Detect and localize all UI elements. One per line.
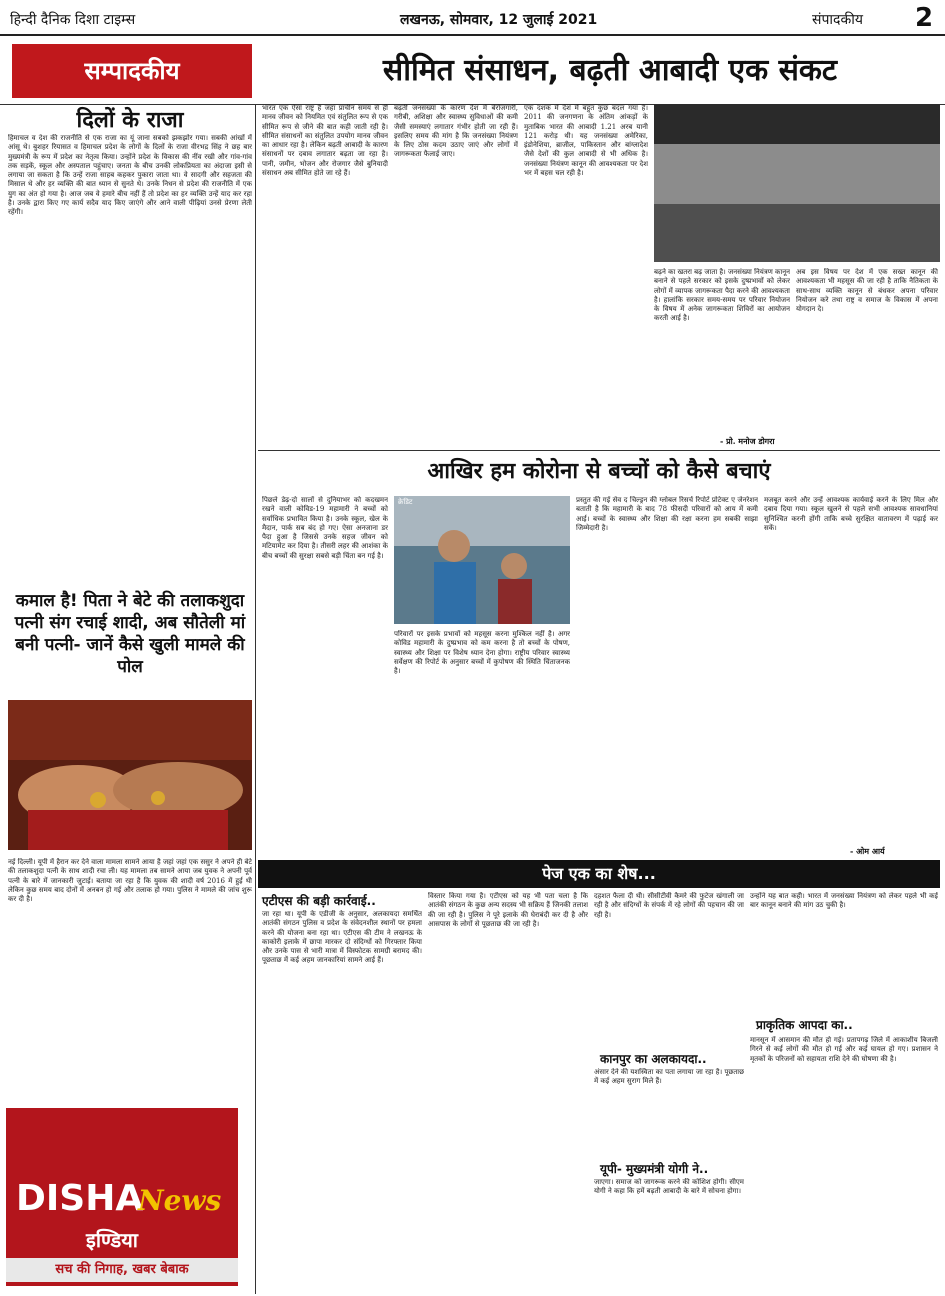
kamal-headline: कमाल है! पिता ने बेटे की तलाकशुदा पत्नी संग रचाई शादी, अब सौतेली मां बनी पत्नी- जानें कैसे खुली मामले की पोल [14, 591, 246, 677]
yogi-title: यूपी- मुख्यमंत्री योगी ने.. [600, 1162, 709, 1176]
corona-headline: आखिर हम कोरोना से बच्चों को कैसे बचाएं [427, 459, 771, 484]
population-body-4: बढ़ने का खतरा बढ़ जाता है। जनसंख्या नियंत्रण कानून बनाने से पहले सरकार को इसके दुष्प्रभावों को लेकर लोगों में व्यापक जागरूकता पैदा करने की आवश्यकता है। हालांकि सरकार समय-समय पर परिवार नियोजन के विषय में अनेक जागरूकता शिविरों का आयोजन करती आई है। [654, 268, 790, 323]
kanpur-title: कानपुर का अलकायदा.. [600, 1052, 707, 1066]
continued-band: पेज एक का शेष... [258, 860, 940, 888]
corona-author: - ओम आर्य [850, 846, 885, 856]
wedding-photo [8, 700, 252, 850]
disaster-title: प्राकृतिक आपदा का.. [756, 1018, 853, 1032]
disha-news-logo [6, 1108, 238, 1286]
column-divider [255, 104, 256, 1294]
crowd-photo [654, 104, 940, 262]
kamal-body: नई दिल्ली। यूपी में हैरान कर देने वाला मामला सामने आया है जहां जहां एक ससुर ने अपने ही बेटे की तलाकशुदा पत्नी के साथ शादी रचा ली। यह मामला तब सामने आया जब युवक ने अपनी पूर्व पत्नी के बारे में जानकारी जुटाई। बताया जा रहा है कि युवक की शादी वर्ष 2016 में हुई थी लेकिन कुछ समय बाद दोनों में अनबन हो गई और तलाक हो गया। पुलिस ने मामले की जांच शुरू कर दी है। [8, 858, 252, 904]
ats-body: जा रहा था। यूपी के एडीजी के अनुसार, अलकायदा समर्थित आतंकी संगठन पुलिस व प्रदेश के संवेदनशील स्थानों पर हमला करने की योजना बना रहा था। एटीएस की टीम ने लखनऊ के काकोरी इलाके में छापा मारकर दो संदिग्धों को गिरफ्तार किया और उनके पास से भारी मात्रा में विस्फोटक सामग्री बरामद की। पूछताछ में कई अहम जानकारियां सामने आई हैं। [262, 910, 422, 965]
ats-body-3: दहशत फैला दी थी। सीसीटीवी कैमरे की फुटेज खंगाली जा रही है और संदिग्धों के संपर्क में रहे लोगों की पहचान की जा रही है। [594, 892, 744, 919]
paper-name: हिन्दी दैनिक दिशा टाइम्स [10, 12, 136, 28]
page-number: 2 [914, 3, 934, 33]
masthead [0, 0, 945, 36]
editorial-body: हिमाचल व देश की राजनीति से एक राजा का यूं जाना सबको झकझोर गया। सबकी आंखों में आंसू थे। बुशहर रियासत व हिमाचल प्रदेश के लोगों के दिलों के राजा वीरभद्र सिंह ने छह बार मुख्यमंत्री के रूप में प्रदेश का नेतृत्व किया। उन्होंने प्रदेश के विकास की नींव रखी और गांव-गांव तक सड़कें, स्कूल और अस्पताल पहुंचाए। जनता के बीच उनकी लोकप्रियता का अंदाजा इसी से लगाया जा सकता है कि उन्हें राजा साहब कहकर पुकारा जाता था। वे सादगी और सहजता की मिसाल थे और हर व्यक्ति की बात ध्यान से सुनते थे। उनके निधन से प्रदेश की राजनीति में एक युग का अंत हो गया है। आज जब वे हमारे बीच नहीं हैं तो प्रदेश का हर व्यक्ति उन्हें याद कर रहा है। उनके द्वारा किए गए कार्य सदैव याद किए जाएंगे और आने वाली पीढ़ियां उनसे प्रेरणा लेती रहेंगी। [8, 134, 252, 217]
corona-body-1: पिछले डेढ़-दो सालों से दुनियाभर को कदखमन रखने वाली कोविड-19 महामारी ने बच्चों को सर्वाधिक प्रभावित किया है। उनके स्कूल, खेल के मैदान, पार्क सब बंद हो गए। ऐसा अनजाना डर पैदा हुआ है जिससे उनके सहज जीवन को मटियामेट कर दिया है। तीसरी लहर की आशंका के बीच बच्चों की सुरक्षा सबसे बड़ी चिंता बन गई है। [262, 496, 388, 560]
population-author: - प्रो. मनोज डोगरा [720, 436, 775, 446]
population-body-1: भारत एक ऐसा राष्ट्र है जहां प्राचीन समय से ही मानव जीवन को नियमित एवं संतुलित रूप से एक सीमित रूप से जीने की बात कही जाती रही है। सीमित संसाधनों का संतुलित उपयोग मानव जीवन का आधार रहा है। लेकिन बढ़ती आबादी के कारण संसाधनों पर दबाव लगातार बढ़ता जा रहा है। पानी, जमीन, भोजन और रोजगार जैसे बुनियादी संसाधन अब सीमित होते जा रहे हैं। [262, 104, 388, 178]
ats-body-2: विस्तार किया गया है। एटीएस को यह भी पता चला है कि आतंकी संगठन के कुछ अन्य सदस्य भी सक्रिय हैं जिनकी तलाश की जा रही है। पुलिस ने पूरे इलाके की घेराबंदी कर दी है और आसपास के लोगों से पूछताछ की जा रही है। [428, 892, 588, 928]
section-label: संपादकीय [812, 12, 863, 28]
main-headline: सीमित संसाधन, बढ़ती आबादी एक संकट [382, 53, 838, 88]
yogi-body: जाएगा। समाज को जागरूक करने की कोशिश होगी। सीएम योगी ने कहा कि हमें बढ़ती आबादी के बारे में सोचना होगा। [594, 1178, 744, 1196]
population-body-2: बढ़ती जनसंख्या के कारण देश में बेरोजगारी, गरीबी, अशिक्षा और स्वास्थ्य सुविधाओं की कमी जैसी समस्याएं लगातार गंभीर होती जा रही हैं। इसलिए समय की मांग है कि जनसंख्या नियंत्रण के लिए ठोस कदम उठाए जाएं और लोगों में जागरूकता फैलाई जाए। [394, 104, 518, 159]
corona-photo [394, 496, 570, 624]
disaster-body: मानसून में आसमान की मौत हो गई। प्रतापगढ़ जिले में आकाशीय बिजली गिरने से कई लोगों की मौत हो गई और कई घायल हो गए। प्रशासन ने मृतकों के परिजनों को सहायता राशि देने की घोषणा की है। [750, 1036, 938, 1063]
logo-brand-sub: इण्डिया [86, 1228, 138, 1252]
logo-brand: DISHA [16, 1178, 144, 1219]
population-body-3: एक दशक में देश में बहुत कुछ बदल गया है। 2011 की जनगणना के अंतिम आंकड़ों के मुताबिक भारत की आबादी 1.21 अरब यानी 121 करोड़ थी। यह जनसंख्या अमेरिका, इंडोनेशिया, ब्राजील, पाकिस्तान और बांग्लादेश जैसे देशों की कुल आबादी से भी अधिक है। जनसंख्या नियंत्रण कानून की आवश्यकता पर देश भर में बहस चल रही है। [524, 104, 648, 178]
dateline: लखनऊ, सोमवार, 12 जुलाई 2021 [400, 12, 598, 28]
photo-caption: क्रेडिट [398, 498, 413, 506]
corona-body-3: प्रस्तुत की गई सेव द चिल्ड्रन की ग्लोबल रिसर्च रिपोर्ट प्रोटेक्ट ए जेनरेशन बताती है कि महामारी के बाद 78 फीसदी परिवारों को आय में कमी आई। बच्चों के स्वास्थ्य और शिक्षा की रक्षा करना हम सबकी साझा जिम्मेदारी है। [576, 496, 758, 532]
corona-body-2: परिवारों पर इसके प्रभावों को महसूस करना मुश्किल नहीं है। अगर कोविड महामारी के दुष्प्रभाव को कम करना है तो बच्चों के पोषण, स्वास्थ्य और शिक्षा पर विशेष ध्यान देना होगा। राष्ट्रीय परिवार स्वास्थ्य सर्वेक्षण की रिपोर्ट के अनुसार बच्चों में कुपोषण की स्थिति चिंताजनक है। [394, 630, 570, 676]
logo-brand-accent: News [138, 1184, 222, 1217]
divider [258, 450, 940, 451]
population-body-5: अब इस विषय पर देश में एक सख्त कानून की आवश्यकता भी महसूस की जा रही है ताकि नैतिकता के साथ-साथ व्यक्ति कानून से बंधकर अपना परिवार नियोजन करे तथा राष्ट्र व समाज के विकास में अपना योगदान दे। [796, 268, 938, 314]
sharad-anchor [594, 1000, 595, 1001]
section-banner: सम्पादकीय [12, 44, 252, 98]
kanpur-body: अंसार देने की यशस्विता का पता लगाया जा रहा है। पूछताछ में कई अहम सुराग मिले हैं। [594, 1068, 744, 1086]
logo-tagline: सच की निगाह, खबर बेबाक [6, 1258, 238, 1282]
corona-body-4: मजबूत करने और उन्हें आवश्यक कार्यवाई करने के लिए मिल और दबाव दिया गया। स्कूल खुलने से पहले सभी आवश्यक सावधानियां सुनिश्चित करनी होंगी ताकि बच्चे सुरक्षित वातावरण में पढ़ाई कर सकें। [764, 496, 938, 532]
editorial-title: दिलों के राजा [76, 108, 184, 133]
ats-title: एटीएस की बड़ी कार्रवाई.. [262, 894, 376, 908]
top-right-body: उन्होंने यह बात कही। भारत में जनसंख्या नियंत्रण को लेकर पहले भी कई बार कानून बनाने की मांग उठ चुकी है। [750, 892, 938, 910]
